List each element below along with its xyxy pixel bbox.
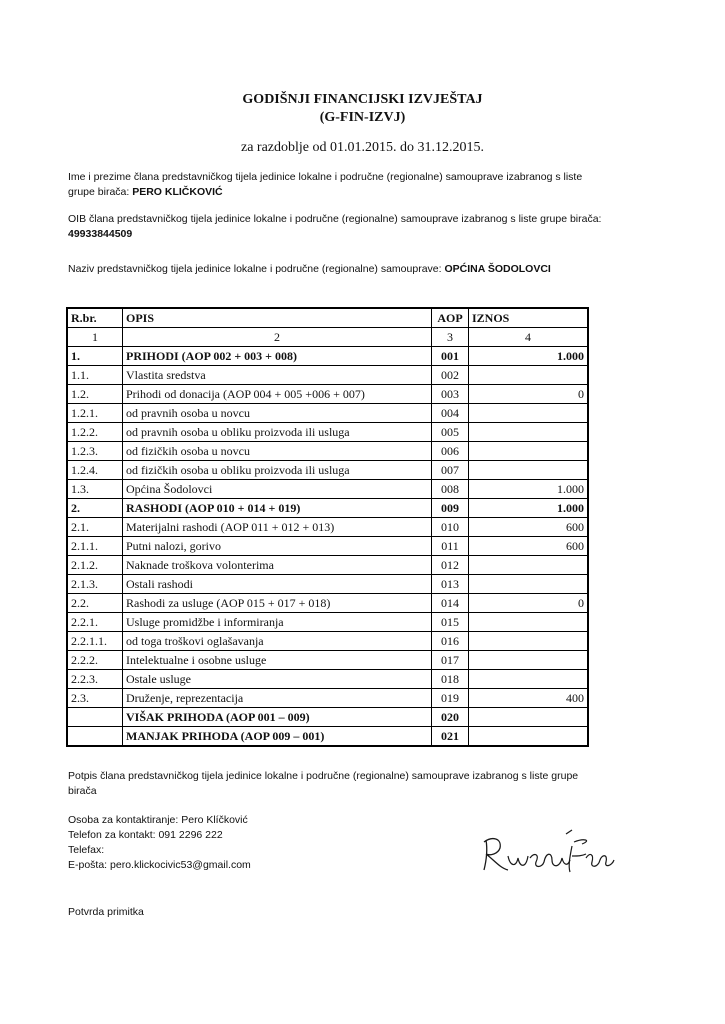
row-aop: 008 bbox=[432, 480, 469, 499]
row-iznos bbox=[469, 556, 589, 575]
row-rbr: 1.1. bbox=[67, 366, 123, 385]
table-row bbox=[67, 689, 588, 708]
table-row bbox=[67, 423, 588, 442]
row-opis: MANJAK PRIHODA (AOP 009 – 001) bbox=[123, 727, 432, 747]
row-rbr: 2.2.3. bbox=[67, 670, 123, 689]
header-rbr: R.br. bbox=[67, 308, 123, 328]
row-aop: 006 bbox=[432, 442, 469, 461]
row-aop: 021 bbox=[432, 727, 469, 747]
row-rbr: 2.2.2. bbox=[67, 651, 123, 670]
handwritten-signature bbox=[478, 822, 618, 882]
contact-phone: Telefon za kontakt: 091 2296 222 bbox=[68, 829, 223, 841]
row-opis: Općina Šodolovci bbox=[123, 480, 432, 499]
table-row bbox=[67, 651, 588, 670]
row-opis: od pravnih osoba u novcu bbox=[123, 404, 432, 423]
colnum-4: 4 bbox=[469, 328, 589, 347]
header-opis: OPIS bbox=[123, 308, 432, 328]
report-code: (G-FIN-IZVJ) bbox=[319, 110, 406, 125]
row-aop: 004 bbox=[432, 404, 469, 423]
row-opis: RASHODI (AOP 010 + 014 + 019) bbox=[123, 499, 432, 518]
table-row bbox=[67, 632, 588, 651]
report-title: GODIŠNJI FINANCIJSKI IZVJEŠTAJ bbox=[242, 92, 483, 107]
row-opis: Materijalni rashodi (AOP 011 + 012 + 013) bbox=[123, 518, 432, 537]
contact-email: E-pošta: pero.klickocivic53@gmail.com bbox=[68, 859, 251, 871]
row-rbr: 2.3. bbox=[67, 689, 123, 708]
row-rbr: 1.3. bbox=[67, 480, 123, 499]
row-opis: Druženje, reprezentacija bbox=[123, 689, 432, 708]
row-aop: 020 bbox=[432, 708, 469, 727]
row-aop: 014 bbox=[432, 594, 469, 613]
row-rbr: 1.2.1. bbox=[67, 404, 123, 423]
row-rbr bbox=[67, 727, 123, 747]
table-row bbox=[67, 556, 588, 575]
table-row bbox=[67, 480, 588, 499]
member-oib: 49933844509 bbox=[68, 228, 133, 240]
row-iznos: 0 bbox=[469, 385, 589, 404]
table-row bbox=[67, 575, 588, 594]
row-opis: od toga troškovi oglašavanja bbox=[123, 632, 432, 651]
table-row bbox=[67, 366, 588, 385]
colnum-2: 2 bbox=[123, 328, 432, 347]
table-row bbox=[67, 670, 588, 689]
row-iznos: 600 bbox=[469, 537, 589, 556]
row-aop: 009 bbox=[432, 499, 469, 518]
row-rbr: 1.2. bbox=[67, 385, 123, 404]
body-name-label: Naziv predstavničkog tijela jedinice lokalne i područne (regionalne) samouprave: bbox=[68, 263, 442, 275]
row-opis: Putni nalozi, gorivo bbox=[123, 537, 432, 556]
row-opis: Vlastita sredstva bbox=[123, 366, 432, 385]
row-opis: od fizičkih osoba u novcu bbox=[123, 442, 432, 461]
member-name: PERO KLIČKOVIĆ bbox=[132, 186, 223, 198]
row-iznos bbox=[469, 632, 589, 651]
table-row bbox=[67, 442, 588, 461]
row-aop: 005 bbox=[432, 423, 469, 442]
row-rbr: 1.2.2. bbox=[67, 423, 123, 442]
colnum-1: 1 bbox=[67, 328, 123, 347]
row-iznos bbox=[469, 366, 589, 385]
row-iznos: 1.000 bbox=[469, 499, 589, 518]
member-oib-label: OIB člana predstavničkog tijela jedinice lokalne i područne (regionalne) samouprave izabranog s liste grupe birača: bbox=[68, 213, 602, 225]
table-row bbox=[67, 727, 588, 747]
row-aop: 018 bbox=[432, 670, 469, 689]
member-name-label: Ime i prezime člana predstavničkog tijela jedinice lokalne i područne (regionalne) samouprave izabranog s liste grupe birača: bbox=[68, 171, 583, 198]
receipt-confirmation: Potvrda primitka bbox=[68, 906, 144, 918]
row-opis: Intelektualne i osobne usluge bbox=[123, 651, 432, 670]
row-aop: 013 bbox=[432, 575, 469, 594]
row-rbr: 2.2.1.1. bbox=[67, 632, 123, 651]
row-iznos bbox=[469, 442, 589, 461]
table-row bbox=[67, 518, 588, 537]
table-row bbox=[67, 385, 588, 404]
row-iznos: 1.000 bbox=[469, 347, 589, 366]
row-opis: VIŠAK PRIHODA (AOP 001 – 009) bbox=[123, 708, 432, 727]
row-iznos bbox=[469, 727, 589, 747]
row-rbr: 1.2.4. bbox=[67, 461, 123, 480]
row-opis: Naknade troškova volonterima bbox=[123, 556, 432, 575]
table-row bbox=[67, 499, 588, 518]
row-opis: Ostali rashodi bbox=[123, 575, 432, 594]
row-aop: 012 bbox=[432, 556, 469, 575]
table-row bbox=[67, 404, 588, 423]
row-opis: Usluge promidžbe i informiranja bbox=[123, 613, 432, 632]
table-row bbox=[67, 708, 588, 727]
row-iznos bbox=[469, 708, 589, 727]
row-rbr bbox=[67, 708, 123, 727]
row-iznos: 0 bbox=[469, 594, 589, 613]
row-aop: 015 bbox=[432, 613, 469, 632]
table-row bbox=[67, 594, 588, 613]
contact-fax: Telefax: bbox=[68, 844, 105, 856]
header-aop: AOP bbox=[432, 308, 469, 328]
header-iznos: IZNOS bbox=[469, 308, 589, 328]
member-oib-paragraph bbox=[68, 212, 608, 242]
row-iznos bbox=[469, 613, 589, 632]
row-opis: od pravnih osoba u obliku proizvoda ili usluga bbox=[123, 423, 432, 442]
row-aop: 011 bbox=[432, 537, 469, 556]
row-opis: PRIHODI (AOP 002 + 003 + 008) bbox=[123, 347, 432, 366]
row-opis: Ostale usluge bbox=[123, 670, 432, 689]
row-rbr: 2.1.1. bbox=[67, 537, 123, 556]
row-rbr: 2.2.1. bbox=[67, 613, 123, 632]
row-rbr: 2.1. bbox=[67, 518, 123, 537]
row-iznos: 400 bbox=[469, 689, 589, 708]
row-iznos bbox=[469, 651, 589, 670]
table-row bbox=[67, 613, 588, 632]
report-period: za razdoblje od 01.01.2015. do 31.12.2015. bbox=[240, 140, 484, 155]
row-rbr: 2. bbox=[67, 499, 123, 518]
row-aop: 002 bbox=[432, 366, 469, 385]
row-aop: 003 bbox=[432, 385, 469, 404]
row-rbr: 2.1.3. bbox=[67, 575, 123, 594]
row-opis: Rashodi za usluge (AOP 015 + 017 + 018) bbox=[123, 594, 432, 613]
row-opis: od fizičkih osoba u obliku proizvoda ili usluga bbox=[123, 461, 432, 480]
row-rbr: 1.2.3. bbox=[67, 442, 123, 461]
row-aop: 017 bbox=[432, 651, 469, 670]
signature-label: Potpis člana predstavničkog tijela jedinice lokalne i područne (regionalne) samouprave izabranog s liste grupe birača bbox=[68, 770, 579, 797]
colnum-3: 3 bbox=[432, 328, 469, 347]
row-aop: 010 bbox=[432, 518, 469, 537]
table-row bbox=[67, 537, 588, 556]
row-iznos: 600 bbox=[469, 518, 589, 537]
row-aop: 007 bbox=[432, 461, 469, 480]
row-aop: 001 bbox=[432, 347, 469, 366]
row-rbr: 2.2. bbox=[67, 594, 123, 613]
row-iznos bbox=[469, 575, 589, 594]
row-iznos bbox=[469, 404, 589, 423]
row-iznos: 1.000 bbox=[469, 480, 589, 499]
body-name-paragraph bbox=[68, 262, 608, 277]
row-iznos bbox=[469, 423, 589, 442]
row-rbr: 2.1.2. bbox=[67, 556, 123, 575]
row-iznos bbox=[469, 461, 589, 480]
row-iznos bbox=[469, 670, 589, 689]
contact-person: Osoba za kontaktiranje: Pero Klíčković bbox=[68, 814, 248, 826]
row-aop: 019 bbox=[432, 689, 469, 708]
row-aop: 016 bbox=[432, 632, 469, 651]
body-name: OPĆINA ŠODOLOVCI bbox=[444, 263, 551, 275]
member-name-paragraph bbox=[68, 170, 608, 200]
table-row bbox=[67, 347, 588, 366]
row-rbr: 1. bbox=[67, 347, 123, 366]
financial-report-table bbox=[66, 307, 589, 747]
table-row bbox=[67, 461, 588, 480]
row-opis: Prihodi od donacija (AOP 004 + 005 +006 + 007) bbox=[123, 385, 432, 404]
